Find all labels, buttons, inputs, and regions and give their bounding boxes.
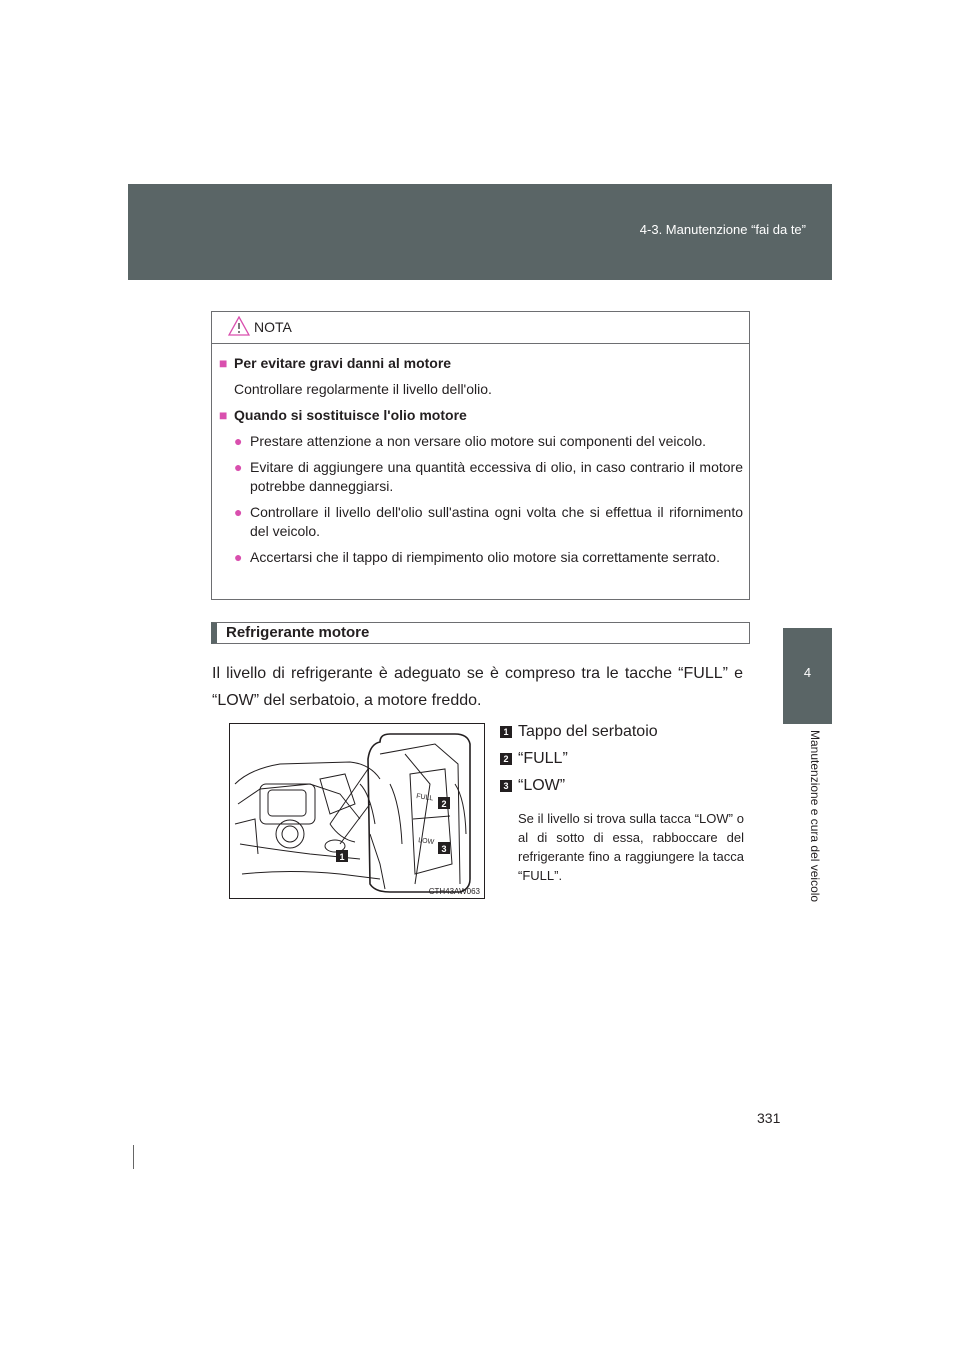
crop-mark <box>133 1145 134 1169</box>
nota-heading-text: Quando si sostituisce l'olio motore <box>234 407 467 423</box>
full-mark-label: FULL <box>415 793 434 803</box>
nota-bullet <box>219 458 743 496</box>
legend-label: Tappo del serbatoio <box>518 722 658 740</box>
legend-number: 3 <box>500 780 512 792</box>
nota-text: Controllare regolarmente il livello dell'olio. <box>234 381 492 397</box>
nota-bullet <box>219 432 743 451</box>
chapter-tab <box>783 628 832 724</box>
nota-heading-2 <box>219 406 743 425</box>
circle-bullet-icon: ● <box>234 459 243 475</box>
nota-title: NOTA <box>254 319 292 335</box>
page-number: 331 <box>757 1110 781 1126</box>
section-intro: Il livello di refrigerante è adeguato se è compreso tra le tacche “FULL” e “LOW” del serbatoio, a motore freddo. <box>212 665 743 709</box>
chapter-label: Manutenzione e cura del veicolo <box>808 730 822 903</box>
legend-item <box>500 745 744 772</box>
nota-bullet <box>219 503 743 541</box>
figure-legend <box>500 718 744 885</box>
nota-box <box>211 311 750 600</box>
legend-item <box>500 772 744 799</box>
engine-bay-illustration <box>230 724 484 898</box>
nota-bullet <box>219 548 743 567</box>
nota-bullet-text: Accertarsi che il tappo di riempimento olio motore sia correttamente serrato. <box>250 549 720 565</box>
legend-note: Se il livello si trova sulla tacca “LOW” o al di sotto di essa, rabboccare del refrigerante fino a raggiungere la tacca “FULL”. <box>518 811 744 883</box>
nota-bullet-text: Evitare di aggiungere una quantità eccessiva di olio, in caso contrario il motore potrebbe danneggiarsi. <box>250 459 743 494</box>
square-bullet-icon: ■ <box>219 355 228 371</box>
callout-3: 3 <box>441 844 447 854</box>
circle-bullet-icon: ● <box>234 549 243 565</box>
warning-icon <box>228 316 250 336</box>
section-heading <box>211 622 750 644</box>
callout-2: 2 <box>441 799 447 809</box>
circle-bullet-icon: ● <box>234 433 243 449</box>
legend-number: 2 <box>500 753 512 765</box>
engine-coolant-figure <box>229 723 485 899</box>
nota-bullet-text: Controllare il livello dell'olio sull'astina ogni volta che si effettua il rifornimento del veicolo. <box>250 504 743 539</box>
callout-1: 1 <box>339 852 345 862</box>
legend-label: “LOW” <box>518 776 566 794</box>
nota-body <box>212 344 749 567</box>
section-title: Refrigerante motore <box>226 624 370 641</box>
header-section-title: 4-3. Manutenzione “fai da te” <box>639 222 806 237</box>
chapter-number: 4 <box>803 665 812 680</box>
figure-code: CTH43AW063 <box>428 887 480 896</box>
nota-header <box>212 312 749 344</box>
square-bullet-icon: ■ <box>219 407 228 423</box>
nota-heading-1 <box>219 354 743 373</box>
legend-label: “FULL” <box>518 749 568 767</box>
low-mark-label: LOW <box>417 837 435 847</box>
nota-heading-text: Per evitare gravi danni al motore <box>234 355 452 371</box>
nota-bullet-text: Prestare attenzione a non versare olio motore sui componenti del veicolo. <box>250 433 707 449</box>
circle-bullet-icon: ● <box>234 504 243 520</box>
header-bar <box>128 184 832 280</box>
legend-number: 1 <box>500 726 512 738</box>
legend-item <box>500 718 744 745</box>
